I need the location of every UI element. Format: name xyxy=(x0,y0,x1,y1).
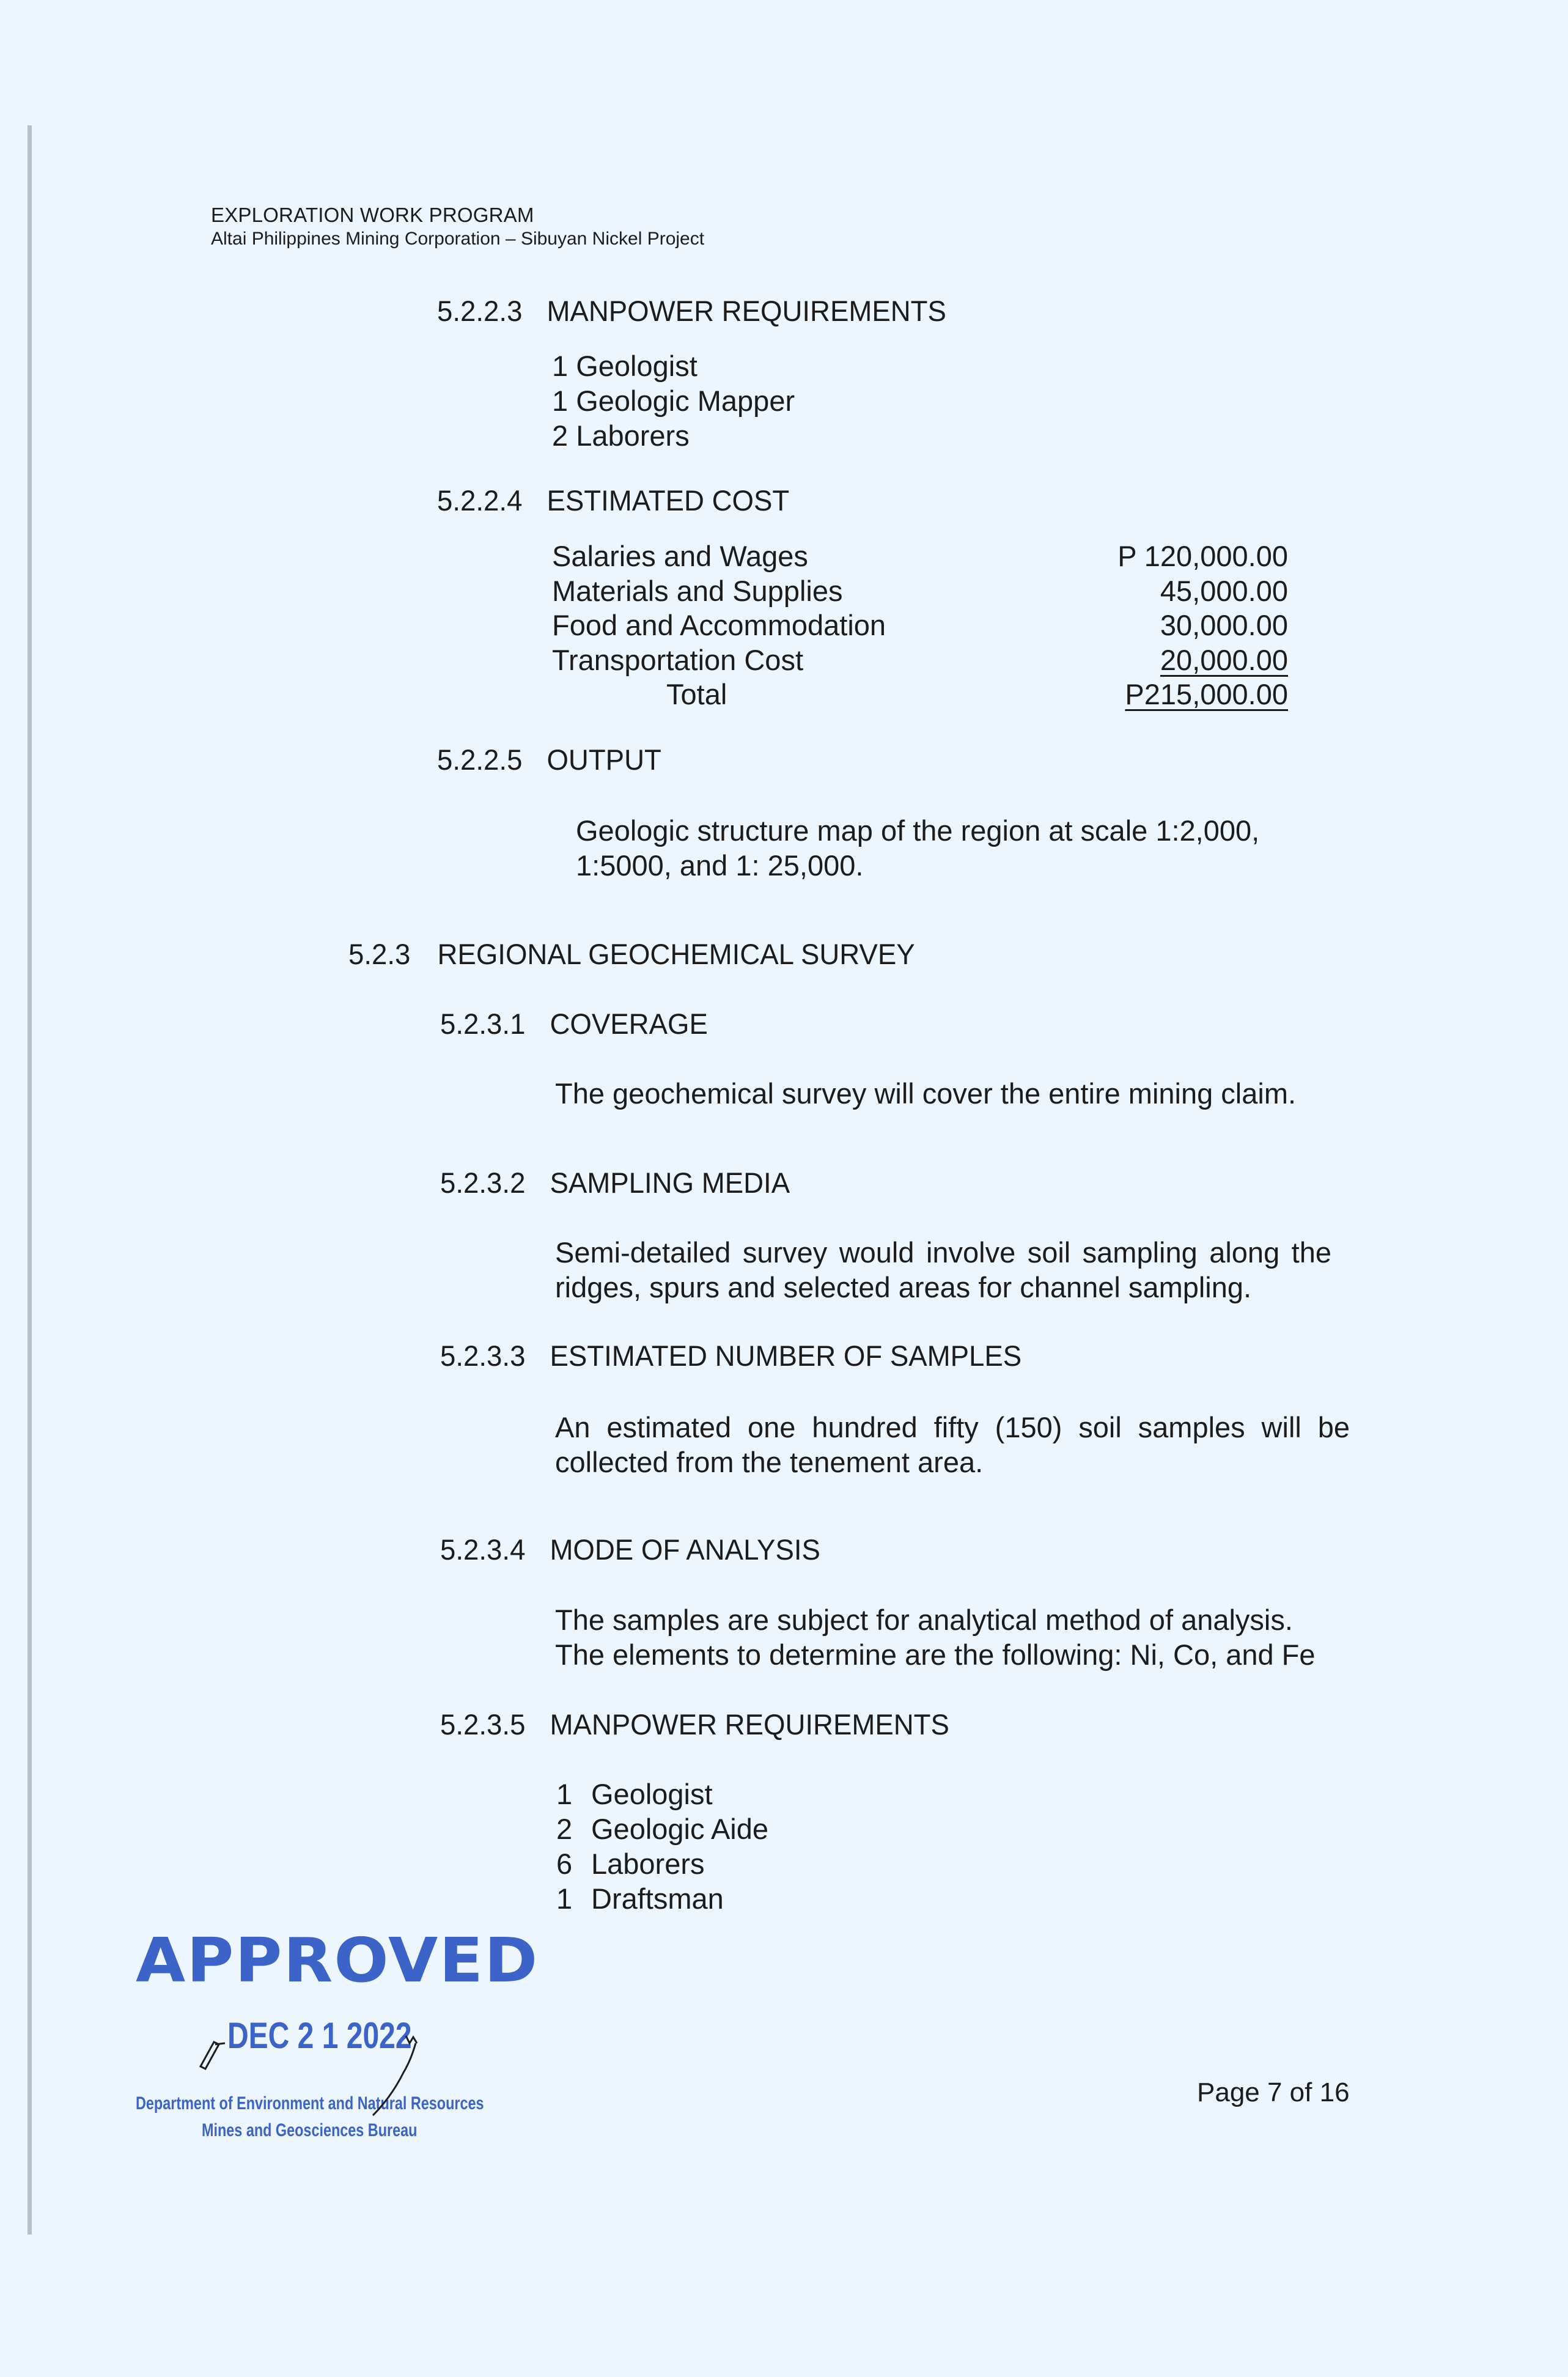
section-title: REGIONAL GEOCHEMICAL SURVEY xyxy=(437,938,915,970)
stamp-date: DEC 2 1 2022 xyxy=(227,2015,412,2056)
item-role: Geologist xyxy=(591,1778,713,1810)
item-qty: 6 xyxy=(556,1848,573,1880)
section-title: SAMPLING MEDIA xyxy=(550,1166,790,1199)
document-title: EXPLORATION WORK PROGRAM xyxy=(211,204,534,226)
section-number: 5.2.3.4 xyxy=(440,1533,526,1566)
section-title: MANPOWER REQUIREMENTS xyxy=(547,295,946,327)
section-heading-5232 xyxy=(440,1165,790,1200)
list-item: 1 Geologist xyxy=(552,350,698,382)
item-role: Draftsman xyxy=(591,1882,724,1915)
section-heading-5225 xyxy=(437,742,661,777)
section-title: ESTIMATED COST xyxy=(547,484,790,517)
output-paragraph xyxy=(576,813,1259,883)
section-heading-5224 xyxy=(437,483,789,518)
list-item xyxy=(556,1846,768,1881)
cost-label: Salaries and Wages xyxy=(552,540,808,572)
stamp-approved-label: APPROVED xyxy=(136,1925,539,1996)
manpower-list-5235 xyxy=(556,1777,768,1916)
samples-paragraph: An estimated one hundred fifty (150) soil samples will be collected from the tenement area. xyxy=(555,1411,1350,1478)
list-item xyxy=(556,1811,768,1846)
paragraph-line: Geologic structure map of the region at scale 1:2,000, xyxy=(576,814,1260,847)
item-role: Laborers xyxy=(591,1848,705,1880)
scan-edge-line xyxy=(28,125,32,2235)
cost-label: Food and Accommodation xyxy=(552,609,886,641)
signature-mark xyxy=(183,2005,428,2128)
list-item: 2 Laborers xyxy=(552,419,690,452)
section-number: 5.2.2.5 xyxy=(437,743,523,776)
manpower-list-5223 xyxy=(552,348,795,453)
list-item: 1 Geologic Mapper xyxy=(552,385,795,417)
stamp-department: Department of Environment and Natural Resources xyxy=(136,2093,484,2114)
stamp-bureau: Mines and Geosciences Bureau xyxy=(202,2120,418,2140)
analysis-paragraph xyxy=(555,1602,1316,1672)
section-number: 5.2.3.5 xyxy=(440,1708,526,1741)
item-qty: 1 xyxy=(556,1882,573,1915)
cost-label: Materials and Supplies xyxy=(552,575,843,607)
section-number: 5.2.2.3 xyxy=(437,295,523,327)
item-role: Geologic Aide xyxy=(591,1813,769,1845)
section-heading-5231 xyxy=(440,1006,708,1041)
section-heading-523 xyxy=(348,937,915,971)
item-qty: 1 xyxy=(556,1778,573,1810)
section-title: OUTPUT xyxy=(547,743,661,776)
section-title: COVERAGE xyxy=(550,1008,708,1040)
list-item xyxy=(556,1777,768,1811)
section-heading-5235 xyxy=(440,1707,949,1742)
section-number: 5.2.2.4 xyxy=(437,484,523,517)
paragraph-line: The samples are subject for analytical method of analysis. xyxy=(555,1604,1293,1636)
paragraph-line: 1:5000, and 1: 25,000. xyxy=(576,849,864,882)
sampling-media-paragraph: Semi-detailed survey would involve soil sampling along the ridges, spurs and selected areas for channel sampling. xyxy=(555,1236,1331,1303)
section-heading-5234 xyxy=(440,1532,820,1567)
section-number: 5.2.3 xyxy=(348,938,411,970)
section-number: 5.2.3.2 xyxy=(440,1166,526,1199)
cost-amount: P 120,000.00 xyxy=(1117,540,1288,572)
total-label: Total xyxy=(666,678,727,710)
list-item xyxy=(556,1881,768,1916)
section-heading-5223 xyxy=(437,293,946,328)
section-title: MODE OF ANALYSIS xyxy=(550,1533,820,1566)
section-number: 5.2.3.3 xyxy=(440,1340,526,1372)
section-number: 5.2.3.1 xyxy=(440,1008,526,1040)
total-amount: P215,000.00 xyxy=(1125,678,1288,710)
section-title: MANPOWER REQUIREMENTS xyxy=(550,1708,949,1741)
item-qty: 2 xyxy=(556,1813,573,1845)
cost-label: Transportation Cost xyxy=(552,644,803,676)
section-title: ESTIMATED NUMBER OF SAMPLES xyxy=(550,1340,1022,1372)
section-heading-5233 xyxy=(440,1338,1021,1373)
cost-amount: 20,000.00 xyxy=(1160,644,1288,676)
paragraph-line: The elements to determine are the following: Ni, Co, and Fe xyxy=(555,1638,1316,1671)
coverage-paragraph: The geochemical survey will cover the entire mining claim. xyxy=(555,1077,1297,1110)
document-subtitle: Altai Philippines Mining Corporation – Sibuyan Nickel Project xyxy=(211,229,705,249)
page-number: Page 7 of 16 xyxy=(1197,2077,1350,2107)
cost-amount: 30,000.00 xyxy=(1160,609,1288,641)
cost-amount: 45,000.00 xyxy=(1160,575,1288,607)
